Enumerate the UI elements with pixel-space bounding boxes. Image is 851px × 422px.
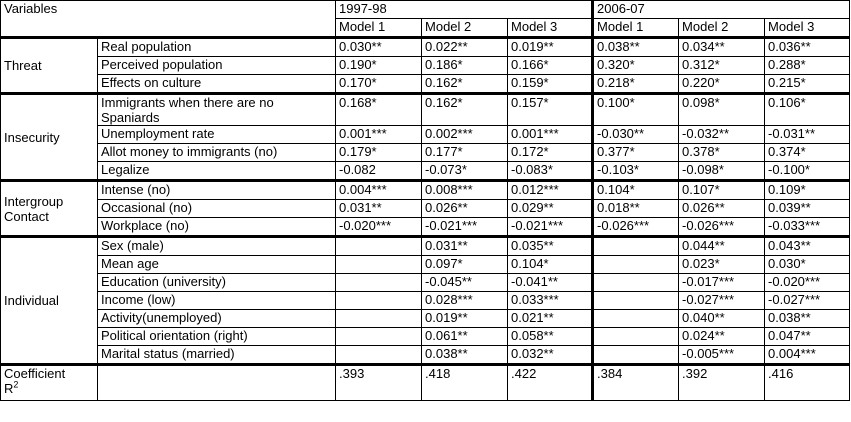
cell-value: 0.177* (422, 144, 508, 162)
cell-value: 0.162* (422, 75, 508, 94)
cell-value: -0.033*** (765, 218, 850, 237)
cell-value: -0.032** (679, 126, 765, 144)
group-label-intergroup-contact (1, 181, 98, 237)
cell-value: 0.047** (765, 328, 850, 346)
row-label: Legalize (98, 162, 336, 181)
cell-value: 0.170* (336, 75, 422, 94)
row-label: Real population (98, 38, 336, 57)
cell-value: 0.023* (679, 256, 765, 274)
cell-value: 0.001*** (336, 126, 422, 144)
cell-value: 0.061** (422, 328, 508, 346)
table-row (1, 237, 850, 256)
cell-value: .418 (422, 365, 508, 401)
cell-value: -0.030** (593, 126, 679, 144)
cell-value: 0.320* (593, 57, 679, 75)
cell-value: 0.033*** (508, 292, 593, 310)
cell-value: .384 (593, 365, 679, 401)
coefficient-blank (98, 365, 336, 401)
cell-value: 0.288* (765, 57, 850, 75)
model-header: Model 2 (679, 19, 765, 38)
cell-value: 0.039** (765, 200, 850, 218)
cell-value: 0.001*** (508, 126, 593, 144)
cell-value (593, 237, 679, 256)
cell-value: 0.026** (422, 200, 508, 218)
cell-value: 0.159* (508, 75, 593, 94)
cell-value (593, 346, 679, 365)
row-label: Allot money to immigrants (no) (98, 144, 336, 162)
cell-value: 0.024** (679, 328, 765, 346)
cell-value: 0.374* (765, 144, 850, 162)
cell-value: -0.021*** (422, 218, 508, 237)
cell-value: .392 (679, 365, 765, 401)
cell-value: 0.004*** (336, 181, 422, 200)
cell-value: 0.036** (765, 38, 850, 57)
variables-header: Variables (1, 1, 336, 38)
cell-value: .416 (765, 365, 850, 401)
cell-value: 0.312* (679, 57, 765, 75)
group-label-line: Intergroup (4, 193, 64, 209)
row-label: Income (low) (98, 292, 336, 310)
row-label: Immigrants when there are no Spaniards (98, 94, 336, 126)
cell-value (336, 328, 422, 346)
r-superscript: 2 (13, 379, 19, 390)
table-row (1, 310, 850, 328)
table-row (1, 162, 850, 181)
table-row (1, 38, 850, 57)
cell-value: -0.073* (422, 162, 508, 181)
cell-value: 0.097* (422, 256, 508, 274)
period-header-2006: 2006-07 (593, 1, 850, 19)
cell-value: 0.021** (508, 310, 593, 328)
cell-value: 0.100* (593, 94, 679, 126)
cell-value: 0.019** (508, 38, 593, 57)
cell-value: 0.038** (765, 310, 850, 328)
cell-value (336, 274, 422, 292)
cell-value: 0.038** (593, 38, 679, 57)
cell-value: -0.005*** (679, 346, 765, 365)
cell-value: 0.168* (336, 94, 422, 126)
cell-value: -0.083* (508, 162, 593, 181)
row-label: Perceived population (98, 57, 336, 75)
cell-value: 0.172* (508, 144, 593, 162)
header-row-periods (1, 1, 850, 19)
cell-value: 0.220* (679, 75, 765, 94)
cell-value: 0.166* (508, 57, 593, 75)
cell-value: -0.021*** (508, 218, 593, 237)
cell-value (336, 292, 422, 310)
table-row (1, 181, 850, 200)
group-label-individual: Individual (1, 237, 98, 365)
cell-value: 0.215* (765, 75, 850, 94)
row-label: Intense (no) (98, 181, 336, 200)
coefficient-label-line: Coefficient (4, 366, 66, 381)
cell-value: 0.162* (422, 94, 508, 126)
cell-value: .393 (336, 365, 422, 401)
cell-value: -0.041** (508, 274, 593, 292)
cell-value: -0.017*** (679, 274, 765, 292)
table-row (1, 144, 850, 162)
row-label: Activity(unemployed) (98, 310, 336, 328)
cell-value (593, 292, 679, 310)
cell-value: -0.020*** (336, 218, 422, 237)
cell-value: -0.100* (765, 162, 850, 181)
cell-value: 0.377* (593, 144, 679, 162)
group-label-line: Contact (4, 208, 49, 224)
table-row (1, 126, 850, 144)
cell-value: 0.179* (336, 144, 422, 162)
table-row (1, 256, 850, 274)
cell-value: -0.026*** (593, 218, 679, 237)
cell-value: 0.002*** (422, 126, 508, 144)
row-label: Mean age (98, 256, 336, 274)
table-row (1, 218, 850, 237)
group-label-insecurity: Insecurity (1, 94, 98, 181)
cell-value: -0.045** (422, 274, 508, 292)
cell-value: 0.044** (679, 237, 765, 256)
row-label: Marital status (married) (98, 346, 336, 365)
table-row (1, 292, 850, 310)
cell-value: 0.028*** (422, 292, 508, 310)
cell-value: -0.020*** (765, 274, 850, 292)
cell-value: 0.030** (336, 38, 422, 57)
coefficient-label (1, 365, 98, 401)
cell-value: -0.103* (593, 162, 679, 181)
cell-value: 0.032** (508, 346, 593, 365)
table-row (1, 328, 850, 346)
table-row (1, 75, 850, 94)
cell-value: 0.106* (765, 94, 850, 126)
cell-value (336, 237, 422, 256)
cell-value: 0.378* (679, 144, 765, 162)
cell-value (593, 328, 679, 346)
period-header-1997: 1997-98 (336, 1, 593, 19)
row-label: Unemployment rate (98, 126, 336, 144)
model-header: Model 1 (336, 19, 422, 38)
table-row (1, 94, 850, 126)
row-label: Education (university) (98, 274, 336, 292)
cell-value: 0.031** (336, 200, 422, 218)
cell-value: 0.098* (679, 94, 765, 126)
cell-value: 0.104* (593, 181, 679, 200)
cell-value: 0.038** (422, 346, 508, 365)
cell-value (336, 310, 422, 328)
table-row (1, 200, 850, 218)
cell-value: 0.029** (508, 200, 593, 218)
cell-value: 0.034** (679, 38, 765, 57)
cell-value: -0.098* (679, 162, 765, 181)
cell-value: -0.027*** (679, 292, 765, 310)
cell-value (336, 346, 422, 365)
cell-value: 0.107* (679, 181, 765, 200)
model-header: Model 1 (593, 19, 679, 38)
cell-value: 0.004*** (765, 346, 850, 365)
cell-value: 0.190* (336, 57, 422, 75)
group-label-threat: Threat (1, 38, 98, 94)
cell-value: 0.035** (508, 237, 593, 256)
cell-value: 0.058** (508, 328, 593, 346)
coefficient-row (1, 365, 850, 401)
cell-value: 0.030* (765, 256, 850, 274)
cell-value: 0.026** (679, 200, 765, 218)
cell-value: 0.012*** (508, 181, 593, 200)
row-label: Sex (male) (98, 237, 336, 256)
cell-value: .422 (508, 365, 593, 401)
cell-value: 0.218* (593, 75, 679, 94)
cell-value (593, 274, 679, 292)
cell-value (593, 256, 679, 274)
row-label: Political orientation (right) (98, 328, 336, 346)
cell-value: 0.040** (679, 310, 765, 328)
cell-value: 0.186* (422, 57, 508, 75)
table-row (1, 57, 850, 75)
row-label: Effects on culture (98, 75, 336, 94)
cell-value (593, 310, 679, 328)
cell-value: 0.019** (422, 310, 508, 328)
model-header: Model 2 (422, 19, 508, 38)
row-label: Workplace (no) (98, 218, 336, 237)
cell-value: 0.031** (422, 237, 508, 256)
row-label: Occasional (no) (98, 200, 336, 218)
cell-value: 0.018** (593, 200, 679, 218)
cell-value: 0.109* (765, 181, 850, 200)
cell-value: 0.043** (765, 237, 850, 256)
table-row (1, 346, 850, 365)
cell-value: -0.027*** (765, 292, 850, 310)
model-header: Model 3 (765, 19, 850, 38)
cell-value: 0.008*** (422, 181, 508, 200)
table-row (1, 274, 850, 292)
r-label: R (4, 381, 14, 396)
model-header: Model 3 (508, 19, 593, 38)
cell-value: 0.022** (422, 38, 508, 57)
cell-value: -0.026*** (679, 218, 765, 237)
cell-value: -0.031** (765, 126, 850, 144)
cell-value: 0.104* (508, 256, 593, 274)
cell-value: -0.082 (336, 162, 422, 181)
cell-value: 0.157* (508, 94, 593, 126)
cell-value (336, 256, 422, 274)
